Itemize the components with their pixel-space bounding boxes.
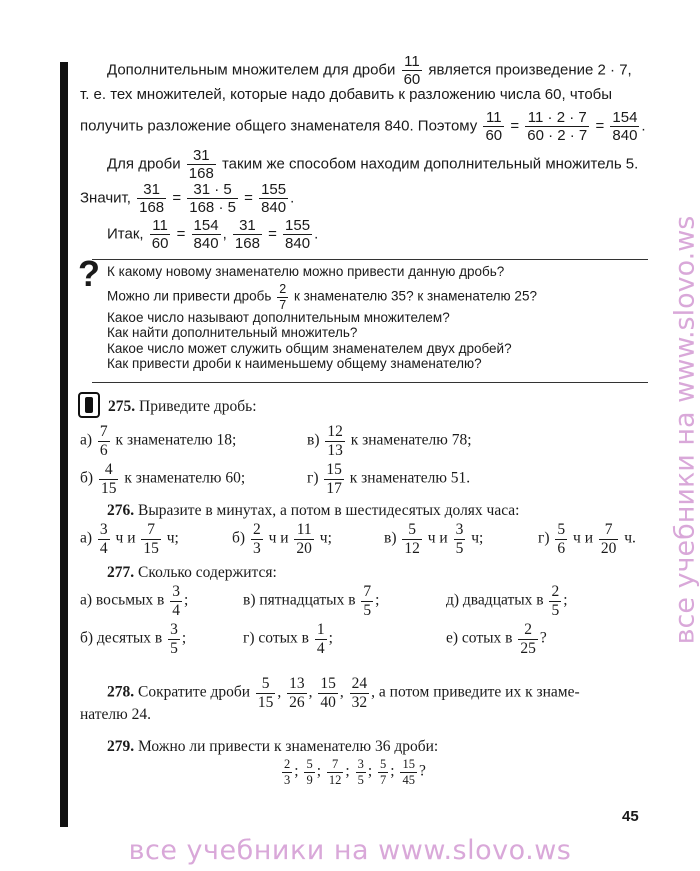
ex279-title: 279. Можно ли привести к знаменателю 36 дроби: (107, 738, 439, 755)
ex276-v: в) $\frac{5}{12}$ ч и $\frac{3}{5}$ ч; (384, 521, 484, 557)
ex277-e: е) сотых в $\frac{2}{25}$ ? (446, 621, 547, 657)
ex276-a: а) $\frac{3}{4}$ ч и $\frac{7}{15}$ ч; (80, 521, 179, 557)
ex275-v: в) $\frac{12}{13}$ к знаменателю 78; (307, 423, 472, 459)
ex277-d: д) двадцатых в $\frac{2}{5}$ ; (446, 583, 568, 619)
question-4: Как найти дополнительный множитель? (107, 325, 358, 340)
question-3: Какое число называют дополнительным множителем? (107, 310, 450, 325)
theory-line-2: т. е. тех множителей, которые надо добавить к разложению числа 60, чтобы (80, 86, 613, 103)
exercise-icon (78, 392, 100, 418)
ex275-title: 275. Приведите дробь: (108, 398, 257, 415)
ex277-a: а) восьмых в $\frac{3}{4}$ ; (80, 583, 189, 619)
ex275-b: б) $\frac{4}{15}$ к знаменателю 60; (80, 461, 246, 497)
ex277-v: в) пятнадцатых в $\frac{7}{5}$ ; (243, 583, 380, 619)
divider-top (92, 259, 648, 260)
ex279-fractions: $\frac{2}{3}$ ; $\frac{5}{9}$ ; $\frac{7}{12}$ ; $\frac{3}{5}$ ; $\frac{5}{7}$ ; $\frac{15}{45}$ ? (284, 757, 426, 787)
theory-line-3: получить разложение общего знаменателя 840. Поэтому $\frac{11}{60}$ = $\frac{11 \cdot 2 \cdot 7}{60 \cdot 2 \cdot 7}$ = $\frac{154}{840}$ . (80, 109, 646, 144)
ex277-g: г) сотых в $\frac{1}{4}$ ; (243, 621, 333, 657)
ex278-line-2: нателю 24. (80, 706, 151, 723)
theory-line-4: Для дроби $\frac{31}{168}$ таким же способом находим дополнительный множитель 5. (107, 147, 639, 182)
question-5: Какое число может служить общим знаменателем двух дробей? (107, 341, 512, 356)
ex277-b: б) десятых в $\frac{3}{5}$ ; (80, 621, 187, 657)
ex276-b: б) $\frac{2}{3}$ ч и $\frac{11}{20}$ ч; (232, 521, 332, 557)
question-1: К какому новому знаменателю можно привести данную дробь? (107, 264, 505, 279)
margin-bar (60, 62, 68, 827)
theory-line-6: Итак, $\frac{11}{60}$ = $\frac{154}{840}$ , $\frac{31}{168}$ = $\frac{155}{840}$ . (107, 217, 319, 252)
ex277-title: 277. Сколько содержится: (107, 564, 277, 581)
watermark-bottom: все учебники на www.slovo.ws (128, 835, 572, 866)
ex275-g: г) $\frac{15}{17}$ к знаменателю 51. (307, 461, 471, 497)
watermark-side: все учебники на www.slovo.ws (669, 215, 700, 645)
question-6: Как привести дроби к наименьшему общему знаменателю? (107, 356, 482, 371)
divider-bottom (92, 382, 648, 383)
ex276-title: 276. Выразите в минутах, а потом в шестидесятых долях часа: (107, 502, 520, 519)
theory-line-5: Значит, $\frac{31}{168}$ = $\frac{31 \cdot 5}{168 \cdot 5}$ = $\frac{155}{840}$ . (80, 181, 295, 216)
ex275-a: а) $\frac{7}{6}$ к знаменателю 18; (80, 423, 237, 459)
fraction: $\frac{11}{60}$ (403, 53, 421, 88)
page-number: 45 (622, 808, 639, 825)
ex276-g: г) $\frac{5}{6}$ ч и $\frac{7}{20}$ ч. (538, 521, 636, 557)
ex278-line-1: 278. Сократите дроби $\frac{5}{15}$ , $\frac{13}{26}$ , $\frac{15}{40}$ , $\frac{24}{32}$ , а потом приведите их к знаме- (107, 675, 580, 711)
theory-line-1: Дополнительным множителем для дроби $\frac{11}{60}$ является произведение 2 · 7, (107, 53, 632, 88)
question-mark-icon: ? (78, 253, 100, 294)
question-2: Можно ли привести дробь $\frac{2}{7}$ к знаменателю 35? к знаменателю 25? (107, 282, 537, 312)
